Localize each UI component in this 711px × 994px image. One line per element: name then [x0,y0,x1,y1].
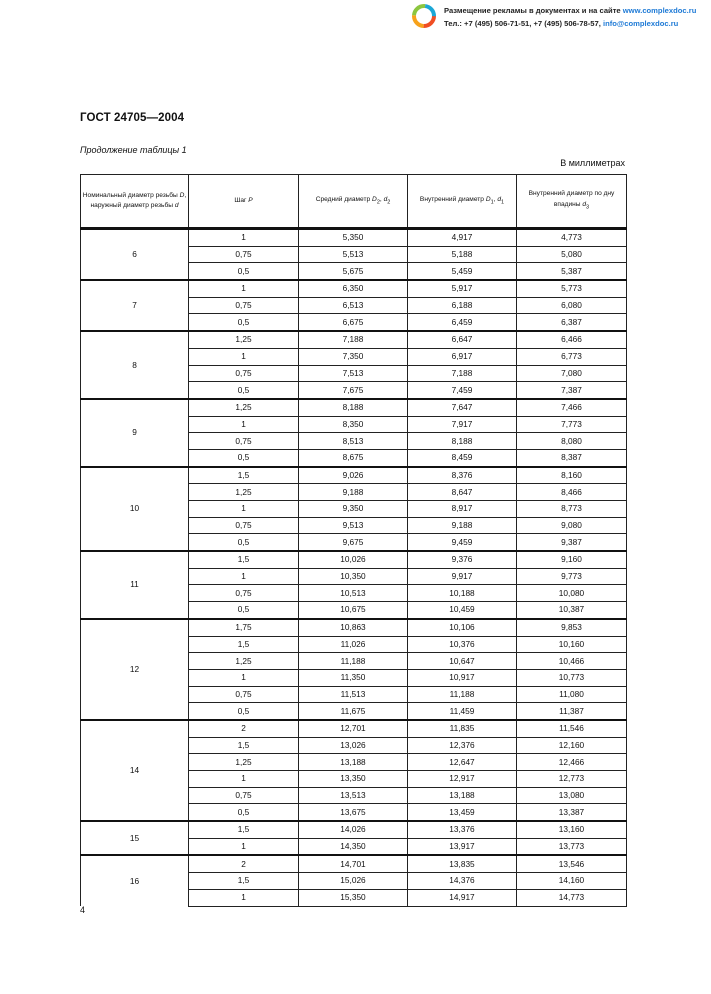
pitch-cell: 0,5 [189,534,299,551]
pitch-cell: 0,5 [189,449,299,466]
root-diameter-cell: 9,080 [517,517,627,534]
pitch-cell: 1 [189,771,299,788]
root-diameter-cell: 8,466 [517,484,627,501]
root-diameter-cell: 10,466 [517,653,627,670]
pitch-cell: 0,75 [189,686,299,703]
pitch-cell: 0,75 [189,433,299,450]
pitch-cell: 1 [189,568,299,585]
mean-diameter-cell: 15,350 [299,889,408,906]
inner-diameter-cell: 9,459 [408,534,517,551]
mean-diameter-cell: 13,026 [299,737,408,754]
inner-diameter-cell: 9,917 [408,568,517,585]
root-diameter-cell: 10,080 [517,585,627,602]
root-diameter-cell: 5,773 [517,280,627,297]
header-root-var: d [582,200,587,208]
mean-diameter-cell: 8,513 [299,433,408,450]
mean-diameter-cell: 6,675 [299,314,408,331]
mean-diameter-cell: 5,350 [299,229,408,247]
mean-diameter-cell: 5,675 [299,263,408,280]
header-inner-sub-2: 1 [501,198,505,205]
header-mean-var-1: D [372,195,377,203]
root-diameter-cell: 9,160 [517,551,627,568]
table-row [81,720,627,737]
header-mean-diameter [299,175,408,229]
root-diameter-cell: 5,387 [517,263,627,280]
root-diameter-cell: 6,080 [517,297,627,314]
pitch-cell: 1,5 [189,737,299,754]
header-nominal-text-2: , наружный диаметр резьбы [90,191,187,209]
root-diameter-cell: 13,387 [517,804,627,821]
nominal-diameter-cell: 7 [81,280,189,331]
mean-diameter-cell: 10,350 [299,568,408,585]
mean-diameter-cell: 10,675 [299,602,408,619]
pitch-cell: 1 [189,416,299,433]
header-nominal-var-1: D [179,191,185,199]
ad-line-2-text: Тел.: +7 (495) 506-71-51, +7 (495) 506-78-57, [444,19,603,28]
inner-diameter-cell: 12,647 [408,754,517,771]
table-body [81,229,627,907]
nominal-diameter-cell: 11 [81,551,189,619]
root-diameter-cell: 9,773 [517,568,627,585]
document-title: ГОСТ 24705—2004 [80,112,185,124]
table-row [81,229,627,247]
pitch-cell: 1 [189,229,299,247]
inner-diameter-cell: 10,188 [408,585,517,602]
table-row [81,821,627,838]
inner-diameter-cell: 8,647 [408,484,517,501]
root-diameter-cell: 8,160 [517,467,627,484]
inner-diameter-cell: 12,917 [408,771,517,788]
thread-dimensions-table-wrapper [80,174,626,907]
inner-diameter-cell: 5,459 [408,263,517,280]
root-diameter-cell: 9,853 [517,619,627,636]
root-diameter-cell: 12,160 [517,737,627,754]
inner-diameter-cell: 10,459 [408,602,517,619]
root-diameter-cell: 6,773 [517,348,627,365]
root-diameter-cell: 6,466 [517,331,627,348]
header-mean-sub-1: 2 [376,198,380,205]
inner-diameter-cell: 8,376 [408,467,517,484]
ad-line-1 [444,4,696,17]
pitch-cell: 1 [189,838,299,855]
header-inner-text: Внутренний диаметр [419,195,484,203]
pitch-cell: 0,75 [189,517,299,534]
mean-diameter-cell: 7,675 [299,382,408,399]
pitch-cell: 0,5 [189,804,299,821]
pitch-cell: 1 [189,348,299,365]
pitch-cell: 1,5 [189,873,299,890]
root-diameter-cell: 9,387 [517,534,627,551]
mean-diameter-cell: 6,513 [299,297,408,314]
pitch-cell: 2 [189,855,299,872]
inner-diameter-cell: 11,835 [408,720,517,737]
mean-diameter-cell: 14,350 [299,838,408,855]
root-diameter-cell: 10,160 [517,636,627,653]
header-mean-var-2: d [383,195,388,203]
ad-line-2 [444,17,696,30]
root-diameter-cell: 13,546 [517,855,627,872]
header-pitch-text: Шаг [234,196,247,204]
mean-diameter-cell: 8,188 [299,399,408,416]
mean-diameter-cell: 11,188 [299,653,408,670]
mean-diameter-cell: 12,701 [299,720,408,737]
mean-diameter-cell: 8,675 [299,449,408,466]
nominal-diameter-cell: 16 [81,855,189,906]
mean-diameter-cell: 10,026 [299,551,408,568]
inner-diameter-cell: 6,459 [408,314,517,331]
header-inner-sep: , [493,195,496,203]
mean-diameter-cell: 13,675 [299,804,408,821]
table-row [81,551,627,568]
inner-diameter-cell: 13,459 [408,804,517,821]
header-root-text: Внутренний диаметр по дну впадины [528,190,615,208]
inner-diameter-cell: 6,188 [408,297,517,314]
pitch-cell: 1 [189,889,299,906]
email-link[interactable]: info@complexdoc.ru [602,19,679,28]
table-row [81,399,627,416]
mean-diameter-cell: 13,188 [299,754,408,771]
inner-diameter-cell: 8,917 [408,501,517,518]
inner-diameter-cell: 10,917 [408,669,517,686]
mean-diameter-cell: 14,026 [299,821,408,838]
pitch-cell: 1 [189,280,299,297]
inner-diameter-cell: 12,376 [408,737,517,754]
root-diameter-cell: 14,773 [517,889,627,906]
inner-diameter-cell: 7,459 [408,382,517,399]
root-diameter-cell: 11,080 [517,686,627,703]
pitch-cell: 0,5 [189,263,299,280]
mean-diameter-cell: 7,350 [299,348,408,365]
pitch-cell: 1,25 [189,484,299,501]
root-diameter-cell: 8,773 [517,501,627,518]
units-note: В миллиметрах [560,158,625,168]
header-mean-sub-2: 2 [387,198,391,205]
mean-diameter-cell: 9,350 [299,501,408,518]
mean-diameter-cell: 14,701 [299,855,408,872]
inner-diameter-cell: 5,917 [408,280,517,297]
nominal-diameter-cell: 15 [81,821,189,855]
header-pitch [189,175,299,229]
pitch-cell: 1,5 [189,821,299,838]
root-diameter-cell: 8,387 [517,449,627,466]
mean-diameter-cell: 9,675 [299,534,408,551]
inner-diameter-cell: 13,917 [408,838,517,855]
root-diameter-cell: 5,080 [517,246,627,263]
root-diameter-cell: 12,773 [517,771,627,788]
inner-diameter-cell: 9,376 [408,551,517,568]
root-diameter-cell: 14,160 [517,873,627,890]
root-diameter-cell: 12,466 [517,754,627,771]
pitch-cell: 0,75 [189,585,299,602]
ad-text [444,4,696,30]
page-number: 4 [80,905,86,915]
inner-diameter-cell: 9,188 [408,517,517,534]
mean-diameter-cell: 13,350 [299,771,408,788]
mean-diameter-cell: 6,350 [299,280,408,297]
inner-diameter-cell: 4,917 [408,229,517,247]
mean-diameter-cell: 15,026 [299,873,408,890]
inner-diameter-cell: 6,647 [408,331,517,348]
pitch-cell: 1,5 [189,467,299,484]
nominal-diameter-cell: 10 [81,467,189,551]
inner-diameter-cell: 8,188 [408,433,517,450]
ad-line-1-text: Размещение рекламы в документах и на сайте [444,6,623,15]
inner-diameter-cell: 10,647 [408,653,517,670]
pitch-cell: 0,75 [189,246,299,263]
complexdoc-logo-icon [412,4,436,28]
mean-diameter-cell: 13,513 [299,787,408,804]
header-pitch-var: P [248,196,253,204]
pitch-cell: 1,25 [189,399,299,416]
pitch-cell: 0,75 [189,365,299,382]
pitch-cell: 1,25 [189,754,299,771]
pitch-cell: 0,5 [189,314,299,331]
table-header-row [81,175,627,229]
header-nominal-var-2: d [174,202,179,209]
mean-diameter-cell: 9,188 [299,484,408,501]
pitch-cell: 0,5 [189,602,299,619]
root-diameter-cell: 8,080 [517,433,627,450]
site-link[interactable]: www.complexdoc.ru [622,6,697,15]
root-diameter-cell: 10,387 [517,602,627,619]
root-diameter-cell: 6,387 [517,314,627,331]
header-inner-var-2: d [497,195,501,203]
header-mean-sep: , [379,195,382,203]
inner-diameter-cell: 7,188 [408,365,517,382]
mean-diameter-cell: 8,350 [299,416,408,433]
mean-diameter-cell: 11,675 [299,703,408,720]
inner-diameter-cell: 14,917 [408,889,517,906]
mean-diameter-cell: 11,513 [299,686,408,703]
mean-diameter-cell: 11,350 [299,669,408,686]
nominal-diameter-cell: 12 [81,619,189,720]
root-diameter-cell: 11,387 [517,703,627,720]
mean-diameter-cell: 9,026 [299,467,408,484]
root-diameter-cell: 7,387 [517,382,627,399]
pitch-cell: 1,25 [189,653,299,670]
mean-diameter-cell: 10,513 [299,585,408,602]
root-diameter-cell: 10,773 [517,669,627,686]
nominal-diameter-cell: 8 [81,331,189,399]
root-diameter-cell: 4,773 [517,229,627,247]
pitch-cell: 0,5 [189,382,299,399]
root-diameter-cell: 13,773 [517,838,627,855]
header-root-sub: 3 [586,204,590,211]
mean-diameter-cell: 7,513 [299,365,408,382]
inner-diameter-cell: 13,188 [408,787,517,804]
root-diameter-cell: 11,546 [517,720,627,737]
inner-diameter-cell: 10,376 [408,636,517,653]
header-inner-sub-1: 1 [490,198,494,205]
header-inner-var-1: D [485,195,491,203]
table-row [81,280,627,297]
header-inner-diameter [408,175,517,229]
inner-diameter-cell: 7,917 [408,416,517,433]
inner-diameter-cell: 11,459 [408,703,517,720]
thread-dimensions-table [80,174,627,907]
inner-diameter-cell: 14,376 [408,873,517,890]
pitch-cell: 1,75 [189,619,299,636]
root-diameter-cell: 7,080 [517,365,627,382]
root-diameter-cell: 13,080 [517,787,627,804]
inner-diameter-cell: 13,835 [408,855,517,872]
mean-diameter-cell: 5,513 [299,246,408,263]
nominal-diameter-cell: 14 [81,720,189,821]
inner-diameter-cell: 8,459 [408,449,517,466]
root-diameter-cell: 13,160 [517,821,627,838]
pitch-cell: 1,5 [189,636,299,653]
header-nominal-diameter [81,175,189,229]
table-continuation-caption: Продолжение таблицы 1 [80,145,187,155]
pitch-cell: 1 [189,501,299,518]
inner-diameter-cell: 11,188 [408,686,517,703]
inner-diameter-cell: 6,917 [408,348,517,365]
mean-diameter-cell: 9,513 [299,517,408,534]
pitch-cell: 0,75 [189,297,299,314]
table-row [81,619,627,636]
header-root-diameter [517,175,627,229]
header-mean-text: Средний диаметр [315,195,371,203]
pitch-cell: 1,25 [189,331,299,348]
root-diameter-cell: 7,466 [517,399,627,416]
mean-diameter-cell: 10,863 [299,619,408,636]
pitch-cell: 1 [189,669,299,686]
pitch-cell: 2 [189,720,299,737]
inner-diameter-cell: 10,106 [408,619,517,636]
pitch-cell: 0,75 [189,787,299,804]
table-row [81,467,627,484]
table-row [81,855,627,872]
inner-diameter-cell: 5,188 [408,246,517,263]
mean-diameter-cell: 7,188 [299,331,408,348]
nominal-diameter-cell: 6 [81,229,189,281]
header-nominal-text-1: Номинальный диаметр резьбы [82,191,178,199]
nominal-diameter-cell: 9 [81,399,189,467]
inner-diameter-cell: 13,376 [408,821,517,838]
table-row [81,331,627,348]
ad-banner [412,2,708,32]
root-diameter-cell: 7,773 [517,416,627,433]
pitch-cell: 0,5 [189,703,299,720]
pitch-cell: 1,5 [189,551,299,568]
mean-diameter-cell: 11,026 [299,636,408,653]
inner-diameter-cell: 7,647 [408,399,517,416]
